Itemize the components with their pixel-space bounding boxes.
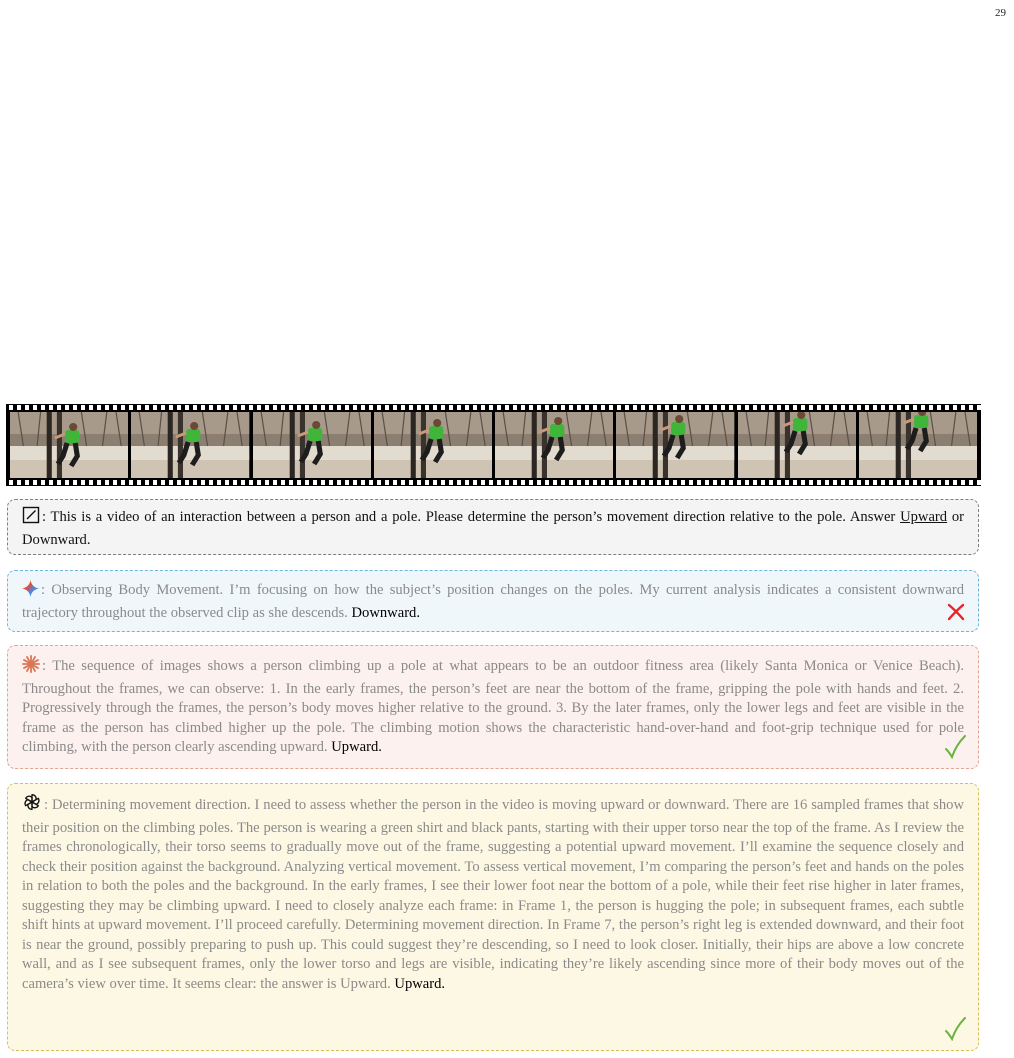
perforation-hole [361, 405, 365, 410]
perforation-hole [721, 480, 725, 485]
perforation-hole [633, 405, 637, 410]
perforation-hole [465, 405, 469, 410]
perforation-hole [921, 405, 925, 410]
question-prompt-box [7, 499, 979, 555]
perforation-hole [337, 405, 341, 410]
claude-reasoning: : The sequence of images shows a person climbing up a pole at what appears to be an outdoor fitness area (likely Santa Monica or Venice Beach). Throughout the frames, we can observe: 1. In the early frames, the person’s feet are near the bottom of the frame, gripping the pole with hands and feet. 2. Progressively through the frames, the person’s body moves higher relative to the ground. 3. By the later frames, only the lower legs and feet are visible in the frame as the person has climbed higher up the pole. The climbing motion shows the characteristic hand-over-hand and foot-grip technique used for pole climbing, with the person clearly ascending upward. [22, 658, 964, 755]
perforation-hole [489, 405, 493, 410]
perforation-hole [409, 405, 413, 410]
perforation-hole [705, 405, 709, 410]
perforation-hole [257, 480, 261, 485]
perforation-hole [297, 405, 301, 410]
perforation-hole [177, 480, 181, 485]
perforation-hole [329, 405, 333, 410]
perforation-hole [713, 480, 717, 485]
perforation-hole [169, 405, 173, 410]
perforation-hole [841, 480, 845, 485]
perforation-hole [105, 405, 109, 410]
perforation-hole [633, 480, 637, 485]
perforation-hole [353, 405, 357, 410]
perforation-hole [233, 480, 237, 485]
perforation-hole [961, 405, 965, 410]
perforation-hole [41, 405, 45, 410]
perforation-hole [545, 405, 549, 410]
perforation-hole [113, 405, 117, 410]
perforation-hole [473, 480, 477, 485]
perforation-hole [625, 480, 629, 485]
perforation-hole [817, 480, 821, 485]
perforation-hole [25, 405, 29, 410]
perforation-hole [457, 480, 461, 485]
perforation-hole [881, 480, 885, 485]
perforation-hole [105, 480, 109, 485]
perforation-hole [777, 480, 781, 485]
perforation-hole [601, 405, 605, 410]
perforation-hole [497, 480, 501, 485]
perforation-hole [801, 405, 805, 410]
prompt-end: . [86, 531, 91, 548]
perforation-hole [185, 405, 189, 410]
prompt-text: : This is a video of an interaction between a person and a pole. Please determine the person’s movement direction relative to the pole. Answer [42, 509, 901, 525]
perforation-hole [9, 405, 13, 410]
perforation-hole [249, 405, 253, 410]
perforation-hole [745, 480, 749, 485]
perforation-hole [185, 480, 189, 485]
perforation-hole [73, 405, 77, 410]
cross-icon [946, 602, 966, 629]
perforation-hole [769, 480, 773, 485]
perforation-hole [353, 480, 357, 485]
perforation-hole [161, 405, 165, 410]
perforation-hole [209, 405, 213, 410]
perforation-hole [217, 405, 221, 410]
perforation-hole [537, 405, 541, 410]
perforation-hole [177, 405, 181, 410]
perforation-hole [857, 405, 861, 410]
perforation-hole [129, 405, 133, 410]
perforation-hole [809, 405, 813, 410]
perforation-hole [49, 405, 53, 410]
perforation-hole [553, 405, 557, 410]
perforation-hole [697, 405, 701, 410]
perforation-hole [585, 405, 589, 410]
perforation-hole [241, 480, 245, 485]
perforation-hole [529, 480, 533, 485]
perforation-hole [865, 405, 869, 410]
perforation-hole [577, 480, 581, 485]
perforation-hole [705, 480, 709, 485]
perforation-hole [481, 480, 485, 485]
perforation-hole [281, 480, 285, 485]
perforation-hole [673, 405, 677, 410]
perforation-hole [321, 480, 325, 485]
perforation-hole [681, 405, 685, 410]
perforation-hole [497, 405, 501, 410]
perforation-hole [753, 405, 757, 410]
perforation-hole [761, 480, 765, 485]
perforation-hole [833, 405, 837, 410]
perforation-hole [137, 405, 141, 410]
gemini-sparkle-icon [22, 580, 39, 604]
perforation-hole [873, 480, 877, 485]
perforation-hole [57, 480, 61, 485]
perforation-hole [977, 405, 981, 410]
perforation-hole [529, 405, 533, 410]
perforation-hole [817, 405, 821, 410]
perforation-hole [457, 405, 461, 410]
perforation-hole [425, 480, 429, 485]
video-frame [616, 412, 734, 478]
perforation-hole [273, 480, 277, 485]
perforation-hole [897, 405, 901, 410]
perforation-hole [465, 480, 469, 485]
perforation-hole [849, 405, 853, 410]
perforation-hole [913, 480, 917, 485]
perforation-hole [929, 405, 933, 410]
perforation-hole [17, 405, 21, 410]
video-frame [10, 412, 128, 478]
perforation-hole [201, 480, 205, 485]
perforation-hole [81, 480, 85, 485]
perforation-hole [217, 480, 221, 485]
perforation-hole [329, 480, 333, 485]
perforation-hole [145, 480, 149, 485]
perforation-hole [409, 480, 413, 485]
perforation-hole [849, 480, 853, 485]
perforation-hole [969, 405, 973, 410]
perforation-hole [49, 480, 53, 485]
perforation-hole [553, 480, 557, 485]
perforation-hole [777, 405, 781, 410]
perforation-hole [889, 405, 893, 410]
gemini-final-answer: Downward. [351, 604, 420, 621]
perforation-hole [569, 405, 573, 410]
claude-final-answer: Upward. [331, 739, 382, 755]
perforation-hole [369, 480, 373, 485]
perforation-hole [113, 480, 117, 485]
perforation-hole [937, 405, 941, 410]
perforation-hole [201, 405, 205, 410]
perforation-hole [953, 405, 957, 410]
filmstrip-perforations-top [6, 405, 981, 410]
perforation-hole [73, 480, 77, 485]
perforation-hole [273, 405, 277, 410]
perforation-hole [417, 405, 421, 410]
perforation-hole [313, 405, 317, 410]
perforation-hole [689, 405, 693, 410]
perforation-hole [697, 480, 701, 485]
video-filmstrip [6, 404, 981, 486]
perforation-hole [609, 405, 613, 410]
perforation-hole [25, 480, 29, 485]
perforation-hole [57, 405, 61, 410]
perforation-hole [425, 405, 429, 410]
perforation-hole [713, 405, 717, 410]
check-icon [944, 735, 966, 766]
perforation-hole [33, 405, 37, 410]
perforation-hole [209, 480, 213, 485]
perforation-hole [785, 480, 789, 485]
perforation-hole [665, 480, 669, 485]
perforation-hole [521, 405, 525, 410]
filmstrip-frames [10, 412, 977, 478]
video-frame [859, 412, 977, 478]
perforation-hole [169, 480, 173, 485]
perforation-hole [441, 480, 445, 485]
perforation-hole [873, 405, 877, 410]
prompt-or: or [947, 509, 965, 525]
perforation-hole [97, 405, 101, 410]
perforation-hole [233, 405, 237, 410]
perforation-hole [385, 480, 389, 485]
perforation-hole [257, 405, 261, 410]
video-frame [495, 412, 613, 478]
perforation-hole [345, 405, 349, 410]
perforation-hole [977, 480, 981, 485]
perforation-hole [889, 480, 893, 485]
perforation-hole [161, 480, 165, 485]
perforation-hole [833, 480, 837, 485]
perforation-hole [913, 405, 917, 410]
option-downward: Downward [22, 531, 87, 548]
perforation-hole [153, 480, 157, 485]
perforation-hole [737, 405, 741, 410]
perforation-hole [801, 480, 805, 485]
perforation-hole [441, 405, 445, 410]
perforation-hole [193, 480, 197, 485]
claude-response-box [7, 645, 979, 769]
perforation-hole [793, 480, 797, 485]
perforation-hole [729, 405, 733, 410]
perforation-hole [969, 480, 973, 485]
perforation-hole [225, 405, 229, 410]
gpt-final-answer: Upward. [394, 975, 446, 992]
perforation-hole [857, 480, 861, 485]
perforation-hole [545, 480, 549, 485]
page-number: 29 [995, 7, 1006, 19]
perforation-hole [289, 405, 293, 410]
perforation-hole [945, 405, 949, 410]
perforation-hole [689, 480, 693, 485]
perforation-hole [449, 405, 453, 410]
perforation-hole [241, 405, 245, 410]
perforation-hole [617, 480, 621, 485]
perforation-hole [321, 405, 325, 410]
video-frame [738, 412, 856, 478]
perforation-hole [489, 480, 493, 485]
perforation-hole [89, 405, 93, 410]
perforation-hole [121, 480, 125, 485]
perforation-hole [89, 480, 93, 485]
perforation-hole [537, 480, 541, 485]
perforation-hole [593, 480, 597, 485]
perforation-hole [305, 480, 309, 485]
perforation-hole [361, 480, 365, 485]
perforation-hole [657, 480, 661, 485]
perforation-hole [193, 405, 197, 410]
perforation-hole [585, 480, 589, 485]
perforation-hole [593, 405, 597, 410]
gpt-reasoning: : Determining movement direction. I need to assess whether the person in the video is moving upward or downward. There are 16 sampled frames that show their position on the climbing poles. The person is wearing a green shirt and black pants, starting with their upper torso near the top of the frame. As I review the frames chronologically, their torso seems to gradually move out of the frame, suggesting a potential upward movement. I’ll examine the sequence closely and check their position against the background. Analyzing vertical movement. To assess vertical movement, I’m comparing the person’s feet and hands on the poles in relation to both the poles and the background. In the early frames, I see their lower foot near the bottom of a pole, while their feet rise higher in later frames, suggesting they may be climbing upward. I need to closely analyze each frame: in Frame 1, the person is hugging the pole; in subsequent frames, each subtle shift hints at upward movement. I’ll proceed carefully. Determining movement direction. In Frame 7, the person’s right leg is extended downward, and their foot is near the ground, possibly preparing to push up. This could suggest they’re descending, so I need to look closer. Initially, their hips are above a low concrete wall, and as I see subsequent frames, only the lower torso and legs are visible, indicating they’re likely ascending since more of their body moves out of the camera’s view over time. It seems clear: the answer is Upward. [22, 797, 964, 992]
perforation-hole [369, 405, 373, 410]
perforation-hole [521, 480, 525, 485]
perforation-hole [761, 405, 765, 410]
perforation-hole [673, 480, 677, 485]
perforation-hole [473, 405, 477, 410]
video-frame [131, 412, 249, 478]
perforation-hole [41, 480, 45, 485]
perforation-hole [313, 480, 317, 485]
perforation-hole [297, 480, 301, 485]
perforation-hole [601, 480, 605, 485]
filmstrip-perforations-bottom [6, 480, 981, 485]
perforation-hole [337, 480, 341, 485]
perforation-hole [641, 480, 645, 485]
perforation-hole [729, 480, 733, 485]
perforation-hole [929, 480, 933, 485]
perforation-hole [33, 480, 37, 485]
perforation-hole [577, 405, 581, 410]
perforation-hole [433, 405, 437, 410]
perforation-hole [561, 480, 565, 485]
perforation-hole [129, 480, 133, 485]
perforation-hole [97, 480, 101, 485]
perforation-hole [401, 480, 405, 485]
perforation-hole [785, 405, 789, 410]
perforation-hole [737, 480, 741, 485]
gpt-response-box [7, 783, 979, 1051]
perforation-hole [793, 405, 797, 410]
perforation-hole [961, 480, 965, 485]
perforation-hole [121, 405, 125, 410]
perforation-hole [281, 405, 285, 410]
perforation-hole [809, 480, 813, 485]
perforation-hole [641, 405, 645, 410]
perforation-hole [665, 405, 669, 410]
perforation-hole [481, 405, 485, 410]
perforation-hole [449, 480, 453, 485]
perforation-hole [81, 405, 85, 410]
perforation-hole [153, 405, 157, 410]
perforation-hole [953, 480, 957, 485]
perforation-hole [225, 480, 229, 485]
edit-icon [22, 506, 40, 531]
perforation-hole [9, 480, 13, 485]
perforation-hole [769, 405, 773, 410]
perforation-hole [65, 405, 69, 410]
perforation-hole [417, 480, 421, 485]
perforation-hole [137, 480, 141, 485]
perforation-hole [881, 405, 885, 410]
perforation-hole [921, 480, 925, 485]
perforation-hole [681, 480, 685, 485]
perforation-hole [145, 405, 149, 410]
perforation-hole [345, 480, 349, 485]
check-icon [944, 1017, 966, 1048]
perforation-hole [617, 405, 621, 410]
perforation-hole [401, 405, 405, 410]
perforation-hole [305, 405, 309, 410]
perforation-hole [249, 480, 253, 485]
perforation-hole [825, 405, 829, 410]
claude-starburst-icon [22, 655, 40, 680]
perforation-hole [377, 405, 381, 410]
perforation-hole [513, 480, 517, 485]
perforation-hole [897, 480, 901, 485]
perforation-hole [385, 405, 389, 410]
perforation-hole [265, 405, 269, 410]
perforation-hole [649, 405, 653, 410]
perforation-hole [17, 480, 21, 485]
video-frame [374, 412, 492, 478]
perforation-hole [433, 480, 437, 485]
video-frame [253, 412, 371, 478]
perforation-hole [393, 480, 397, 485]
perforation-hole [841, 405, 845, 410]
perforation-hole [505, 480, 509, 485]
perforation-hole [569, 480, 573, 485]
perforation-hole [265, 480, 269, 485]
perforation-hole [393, 405, 397, 410]
gemini-reasoning: : Observing Body Movement. I’m focusing on how the subject’s position changes on the poles. My current analysis indicates a consistent downward trajectory throughout the observed clip as she descends. [22, 582, 964, 621]
option-upward: Upward [900, 509, 948, 525]
perforation-hole [905, 405, 909, 410]
perforation-hole [513, 405, 517, 410]
perforation-hole [721, 405, 725, 410]
perforation-hole [825, 480, 829, 485]
perforation-hole [289, 480, 293, 485]
perforation-hole [865, 480, 869, 485]
perforation-hole [561, 405, 565, 410]
perforation-hole [505, 405, 509, 410]
perforation-hole [753, 480, 757, 485]
perforation-hole [649, 480, 653, 485]
perforation-hole [905, 480, 909, 485]
perforation-hole [625, 405, 629, 410]
openai-logo-icon [22, 792, 42, 819]
perforation-hole [377, 480, 381, 485]
perforation-hole [937, 480, 941, 485]
perforation-hole [745, 405, 749, 410]
perforation-hole [657, 405, 661, 410]
gemini-response-box [7, 570, 979, 632]
perforation-hole [945, 480, 949, 485]
perforation-hole [65, 480, 69, 485]
perforation-hole [609, 480, 613, 485]
